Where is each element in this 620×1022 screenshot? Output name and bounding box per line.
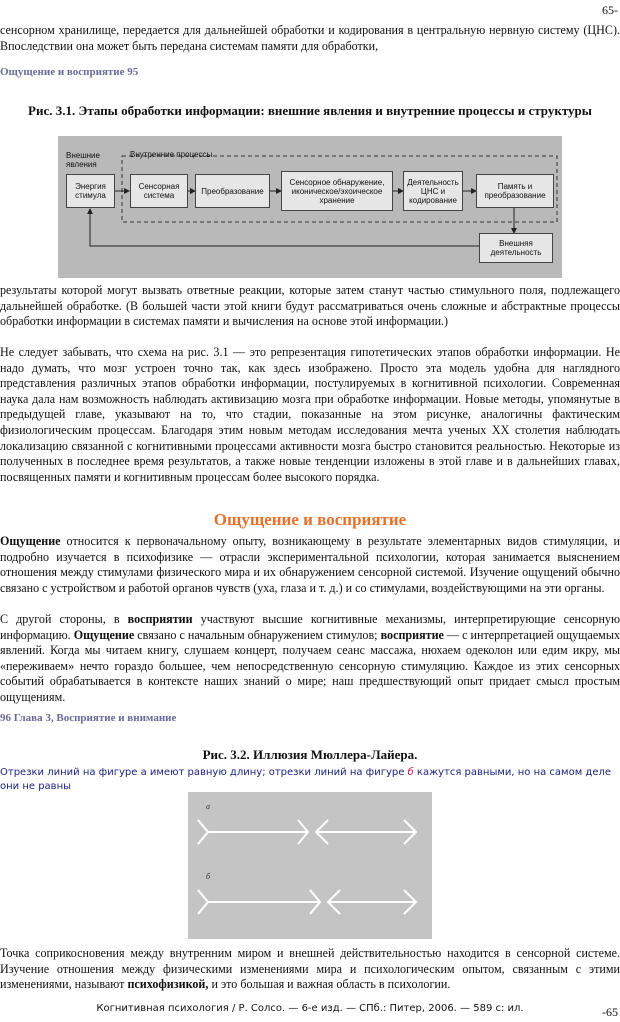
term-perception-2: восприятие [380,627,444,642]
running-head-1: Ощущение и восприятие 95 [0,66,139,78]
external-phenomena-label: Внешние явления [66,151,100,169]
sensory-detection-box: Сенсорное обнаружение, иконическое/эхоическое хранение [281,171,393,211]
figure2-illusion [188,792,432,939]
external-activity-box: Внешняя деятельность [479,233,553,263]
page-number-bottom: -65 [602,1005,618,1019]
figure1-title: Рис. 3.1. Этапы обработки информации: внешние явления и внутренние процессы и структуры [28,103,592,118]
figure2-caption: Отрезки линий на фигуре а имеют равную длину; отрезки линий на фигуре б кажутся равными, но на самом деле они не равны [0,767,612,792]
figure2-title: Рис. 3.2. Иллюзия Мюллера-Лайера. [202,747,418,762]
term-sensation: Ощущение [0,534,61,548]
illusion-lines [188,792,432,939]
section-title: Ощущение и восприятие [213,510,407,529]
paragraph-2: Не следует забывать, что схема на рис. 3.1 — это репрезентация гипотетических этапов обработки информации. Не надо думать, что мозг устроен точно так, как здесь изображено. Просто эта модель удобна для наглядного представления различных этапов обработки информации, постулируемых в когнитивной психологии. Современная наука дала нам возможность наблюдать активизацию мозга при обработке информации. Новые методы, упомянутые в предыдущей главе, указывают на то, что стадии, показанные на этом рисунке, аналогичны фактическим физиологическим процессам. Благодаря этим новым методам исследования мечта ученых XX столетия наблюдать локализацию связанной с когнитивными процессами активности мозга быстро становится реальностью. Некоторые из полученных в последнее время результатов, а также новые тенденции изложены в этой главе и в дальнейших главах, посвященных памяти и когнитивным процессам более высокого порядка. [0,345,620,484]
book-citation-footer: Когнитивная психология / Р. Солсо. — 6-е изд. — СПб.: Питер, 2006. — 589 с: ил. [96,1003,524,1014]
page-number-top: 65- [602,3,618,17]
sensory-system-box: Сенсорная система [130,174,188,208]
transformation-box: Преобразование [195,174,270,208]
paragraph-1: результаты которой могут вызвать ответные реакции, которые затем станут частью стимульного поля, подлежащего дальнейшей обработке. (В большей части этой книги будут рассматриваться очень сложные и абстрактные процессы обработки информации в системах памяти и вычисления на основе этой информации.) [0,283,620,329]
figure1-diagram [58,136,562,278]
term-sensation-2: Ощущение [73,627,135,642]
paragraph-4: С другой стороны, в восприятии участвуют высшие когнитивные механизмы, интерпретирующие сенсорную информацию. Ощущение связано с начальным обнаружением стимулов; восприятие — с интерпретацией ощущаемых явлений. Когда мы читаем книгу, слушаем концерт, получаем сеанс массажа, нюхаем одеколон или едим икру, мы «переживаем» нечто гораздо большее, чем непосредственную сенсорную стимуляцию. Каждое из этих сенсорных событий обрабатывается в контексте наших знаний о мире; наш предшествующий опыт придает смысл простым ощущениям. [0,612,620,704]
running-head-2: 96 Глава 3, Восприятие и внимание [0,712,177,724]
figure2-label-a: а [206,802,210,811]
internal-processes-label: Внутренние процессы [130,150,213,159]
term-perception: восприятии [127,612,193,626]
term-psychophysics: психофизикой, [127,977,209,992]
memory-box: Память и преобразование [476,174,554,208]
intro-paragraph: сенсорном хранилище, передается для дальнейшей обработки и кодирования в центральную нервную систему (ЦНС). Впоследствии она может быть передана системам памяти для обработки, [0,23,620,53]
figure2-label-b: б [206,872,211,881]
paragraph-5: Точка соприкосновения между внутренним миром и внешней действительностью находится в сенсорной системе. Изучение отношения между физическими изменениями мира и психологическим опытом, связанным с этими изменениями, называют психофизикой, и это большая и важная область в психологии. [0,946,620,992]
paragraph-3: Ощущение относится к первоначальному опыту, возникающему в результате элементарных видов стимуляции, и подробно изучается в психофизике — отрасли экспериментальной психологии, которая занимается выяснением отношения между стимулами физического мира и их обнаружением сенсорной системой. Изучение ощущений обычно связано с устройством и работой органов чувств (уха, глаза и т. д.) и со стимулами, воздействующими на эти органы. [0,534,620,595]
stimulus-energy-box: Энергия стимула [66,174,115,208]
cns-activity-box: Деятельность ЦНС и кодирование [403,171,463,211]
